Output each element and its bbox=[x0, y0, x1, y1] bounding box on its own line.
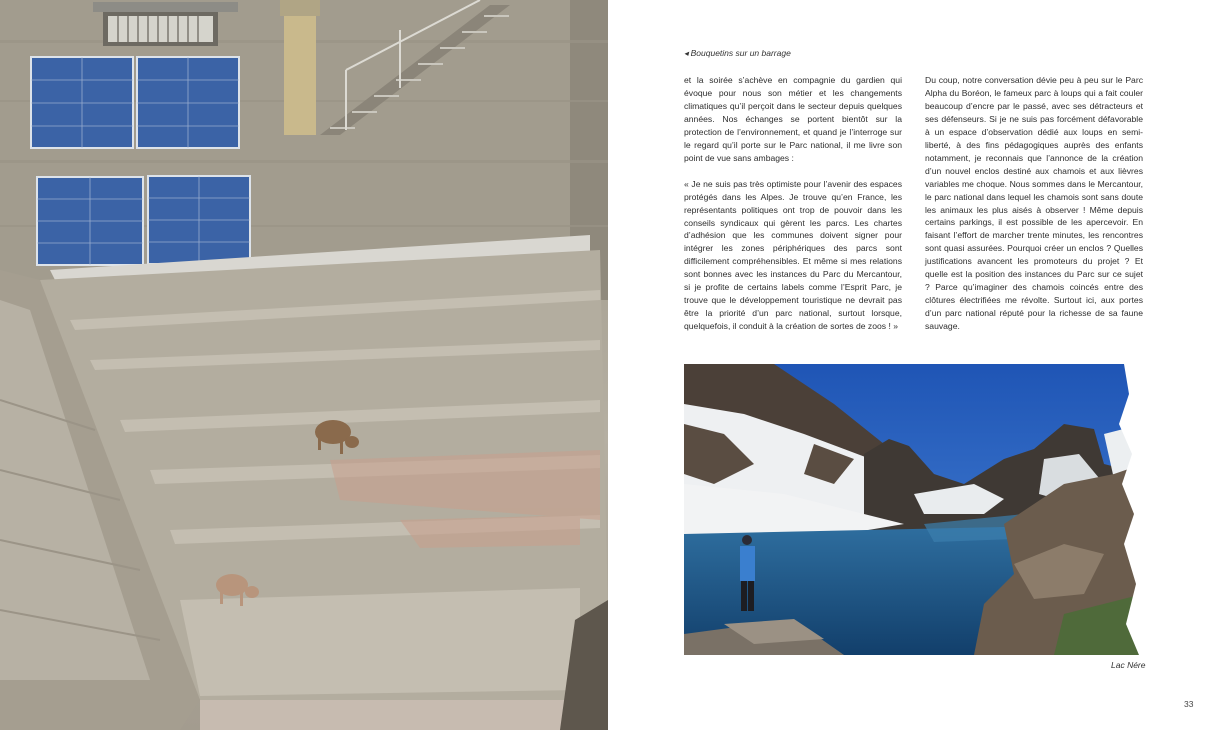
quote-paragraph: « Je ne suis pas très optimiste pour l’avenir des espaces protégés dans les Alpes. Je trouve qu’en France, les représentants politiques ont trop de pouvoir dans les conseils syndicaux qui gèrent les parcs. Les chartes d’adhésion que les communes doivent signer pour intégrer les zones périphériques des parcs sont difficilement compréhensibles. Et même si mes relations sont bonnes avec les instances du Parc du Mercantour, si je profite de certains labels comme l’Esprit Parc, je trouve que le développement touristique ne devrait pas être la priorité d’un parc national, surtout lorsque, quelquefois, il conduit à la création de sortes de zoos ! » bbox=[684, 178, 902, 332]
ibex-dam-illustration bbox=[0, 0, 608, 730]
paragraph: et la soirée s’achève en compagnie du gardien qui évoque pour nous son métier et les changements climatiques qu’il perçoit dans le secteur depuis quelques années. Nos échanges se portent bientôt sur la protection de l’environnement, et quand je l’interroge sur le regard qu’il porte sur le Parc national, il me livre son point de vue sans ambages : bbox=[684, 75, 902, 163]
lake-illustration bbox=[684, 364, 1143, 655]
caption-bottom: Lac Nére bbox=[1111, 660, 1146, 670]
paragraph: Du coup, notre conversation dévie peu à peu sur le Parc Alpha du Boréon, le fameux parc à loups qui a fait couler beaucoup d’encre par le passé, avec ses détracteurs et ses défenseurs. Si je ne suis pas forcément défavorable à un espace d’observation dédié aux loups en semi-liberté, à des fins pédagogiques auprès des enfants notamment, je reconnais que l’annonce de la création d’un nouvel enclos destiné aux chamois et aux lièvres variables me choque. Nous sommes dans le Mercantour, le parc national dans lequel les chamois sont sans doute les animaux les plus aisés à observer ! Même depuis certains parkings, il est possible de les apercevoir. En faisant l’effort de marcher trente minutes, les rencontres sont quasi assurées. Pourquoi créer un enclos ? Quelles justifications avancent les promoteurs du projet ? Et quelle est la position des instances du Parc sur ce sujet ? Parce qu’imaginer des chamois coincés entre des clôtures électrifiées me révolte. Surtout ici, aux portes d’un parc national réputé pour la richesse de sa faune sauvage. bbox=[925, 75, 1143, 332]
ibex-dam-photo bbox=[0, 0, 608, 730]
text-column-left bbox=[684, 74, 902, 333]
caption-top: ◂ Bouquetins sur un barrage bbox=[684, 48, 791, 58]
page-number: 33 bbox=[1184, 699, 1194, 709]
lake-photo bbox=[684, 364, 1143, 655]
text-column-right bbox=[925, 74, 1143, 333]
